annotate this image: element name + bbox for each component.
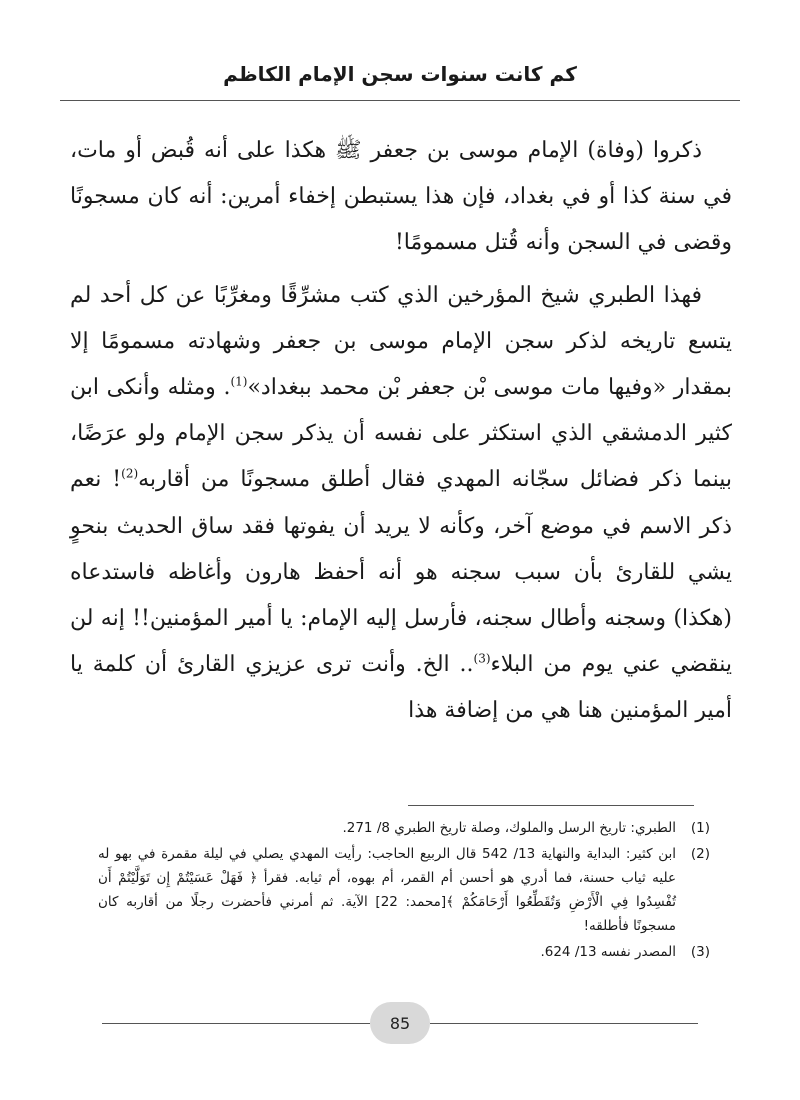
paragraph-2-part-a: فهذا الطبري شيخ المؤرخين الذي كتب مشرِّقًا ومغرِّبًا عن كل أحد لم يتسع تاريخه لذكر سجن الإمام موسى بن جعفر وشهادته مسمومًا إلا بمقدار «وفيها مات موسى بْن جعفر بْن محمد ببغداد» xyxy=(70,282,732,401)
running-header: كم كانت سنوات سجن الإمام الكاظم xyxy=(223,62,577,86)
footnote-item xyxy=(98,842,710,938)
footnote-number: (1) xyxy=(690,820,710,836)
footnote-ref-3[interactable]: (3) xyxy=(473,651,491,666)
footnotes xyxy=(98,816,710,966)
footer-rule-right xyxy=(430,1023,698,1024)
paragraph-2-part-d: .. الخ. وأنت ترى عزيزي القارئ أن كلمة يا أمير المؤمنين هنا هي من إضافة هذا xyxy=(70,652,732,724)
header-divider xyxy=(60,100,740,101)
footnote-divider xyxy=(408,805,694,806)
footnote-text: المصدر نفسه 13/ 624. xyxy=(540,944,676,960)
footnote-number: (2) xyxy=(690,846,710,862)
footnote-item xyxy=(98,816,710,840)
footer-rule-left xyxy=(102,1023,370,1024)
footnote-ref-2[interactable]: (2) xyxy=(121,467,139,482)
footnote-number: (3) xyxy=(690,944,710,960)
footnote-item xyxy=(98,940,710,964)
footnote-text: الطبري: تاريخ الرسل والملوك، وصلة تاريخ الطبري 8/ 271. xyxy=(342,820,676,836)
paragraph-1: ذكروا (وفاة) الإمام موسى بن جعفر ﷺ هكذا على أنه قُبض أو مات، في سنة كذا أو في بغداد، فإن هذا يستبطن إخفاء أمرين: أنه كان مسجونًا وقضى في السجن وأنه قُتل مسمومًا! xyxy=(70,138,732,256)
main-text xyxy=(70,128,732,735)
page-number: 85 xyxy=(370,1002,430,1044)
paragraph-2-part-b: . ومثله وأنكى ابن كثير الدمشقي الذي استكثر على نفسه أن يذكر سجن الإمام ولو عرَضًا، بينما ذكر فضائل سجّانه المهدي فقال أطلق مسجونًا من أقاربه xyxy=(70,375,732,493)
paragraph-2-part-c: ! نعم ذكر الاسم في موضع آخر، وكأنه لا يريد أن يفوتها فقد ساق الحديث بنحوٍ يشي للقارئ بأن سبب سجنه هو أنه أحفظ هارون وأغاظه فاستدعاه (هكذا) وسجنه وأطال سجنه، فأرسل إليه الإمام: يا أمير المؤمنين!! إنه لن ينقضي عني يوم من البلاء xyxy=(70,467,732,678)
footnote-ref-1[interactable]: (1) xyxy=(230,374,248,389)
footnote-text: ابن كثير: البداية والنهاية 13/ 542 قال الربيع الحاجب: رأيت المهدي يصلي في ليلة مقمرة في بهو له عليه ثياب حسنة، فما أدري هو أحسن أم القمر، أم بهوه، أم ثيابه. فقرأ ﴿ فَهَلْ عَسَيْتُمْ إِن تَوَلَّيْتُمْ أَن تُفْسِدُوا فِي الْأَرْضِ وَتُقَطِّعُوا أَرْحَامَكُمْ ﴾[محمد: 22] الآية. ثم أمرني فأحضرت رجلًا من أقاربه كان مسجونًا فأطلقه! xyxy=(98,846,676,934)
paragraph-2 xyxy=(70,273,732,735)
